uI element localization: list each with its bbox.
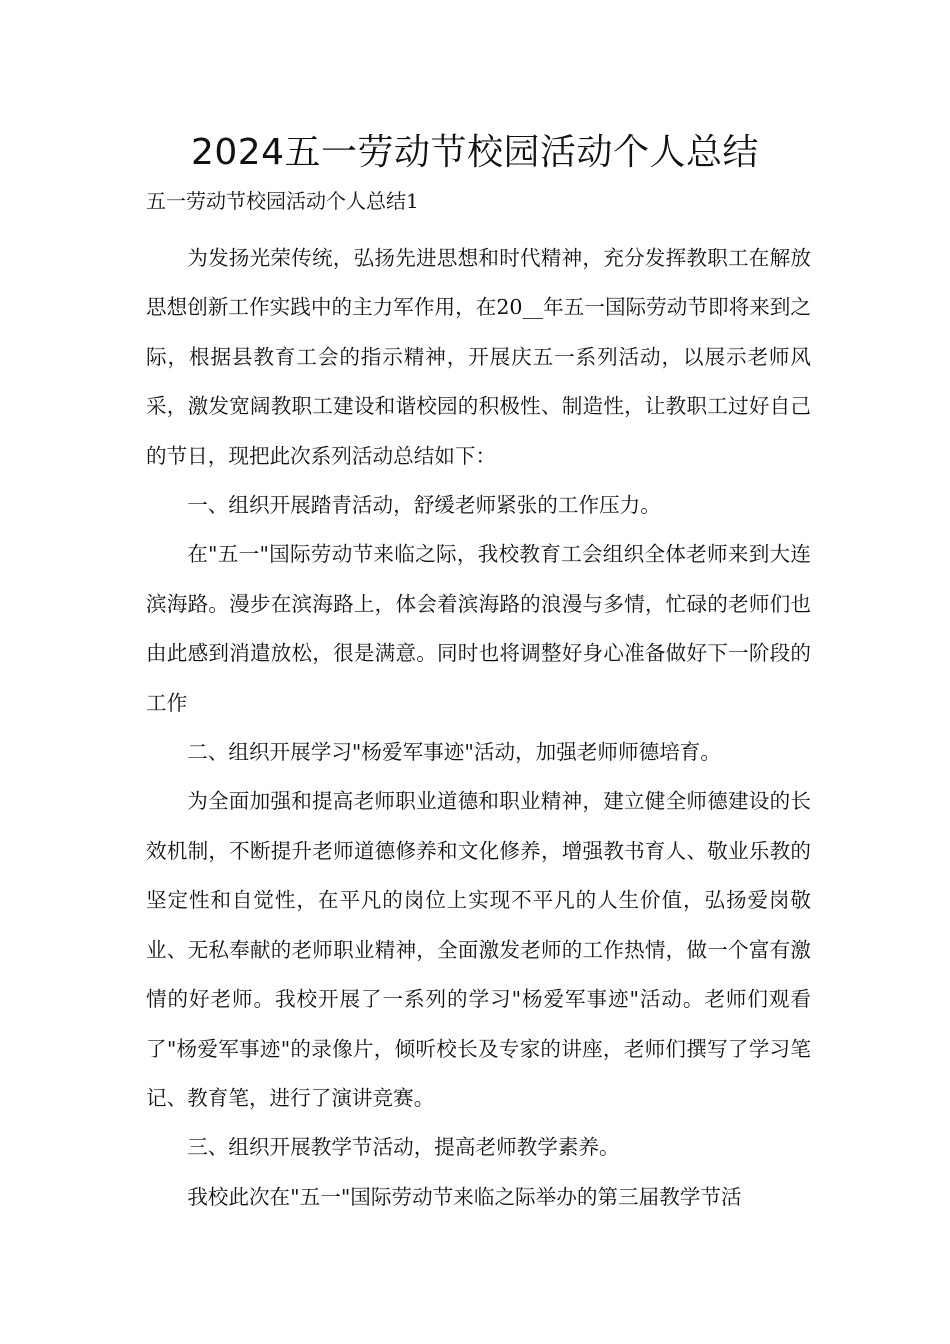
document-body [146,234,811,1222]
section-heading-3: 三、组织开展教学节活动，提高老师教学素养。 [187,1135,620,1160]
document-title: 2024五一劳动节校园活动个人总结 [190,132,760,173]
paragraph-section-1: 在"五一"国际劳动节来临之际，我校教育工会组织全体老师来到大连滨海路。漫步在滨海路上，体会着滨海路的浪漫与多情，忙碌的老师们也由此感到消遣放松，很是满意。同时也将调整好身心准备做好下一阶段的工作 [146,542,811,715]
section-heading-1: 一、组织开展踏青活动，舒缓老师紧张的工作压力。 [187,493,661,518]
paragraph-intro: 为发扬光荣传统，弘扬先进思想和时代精神，充分发挥教职工在解放思想创新工作实践中的主力军作用，在20__年五一国际劳动节即将来到之际，根据县教育工会的指示精神，开展庆五一系列活动，以展示老师风采，激发宽阔教职工建设和谐校园的积极性、制造性，让教职工过好自己的节日，现把此次系列活动总结如下： [146,246,811,468]
paragraph-section-3: 我校此次在"五一"国际劳动节来临之际举办的第三届教学节活 [187,1184,742,1209]
document-subtitle: 五一劳动节校园活动个人总结1 [146,189,419,213]
paragraph-section-2: 为全面加强和提高老师职业道德和职业精神，建立健全师德建设的长效机制，不断提升老师道德修养和文化修养，增强教书育人、敬业乐教的坚定性和自觉性，在平凡的岗位上实现不平凡的人生价值，弘扬爱岗敬业、无私奉献的老师职业精神，全面激发老师的工作热情，做一个富有激情的好老师。我校开展了一系列的学习"杨爱军事迹"活动。老师们观看了"杨爱军事迹"的录像片，倾听校长及专家的讲座，老师们撰写了学习笔记、教育笔，进行了演讲竞赛。 [146,789,811,1110]
section-heading-2: 二、组织开展学习"杨爱军事迹"活动，加强老师师德培育。 [187,740,721,765]
